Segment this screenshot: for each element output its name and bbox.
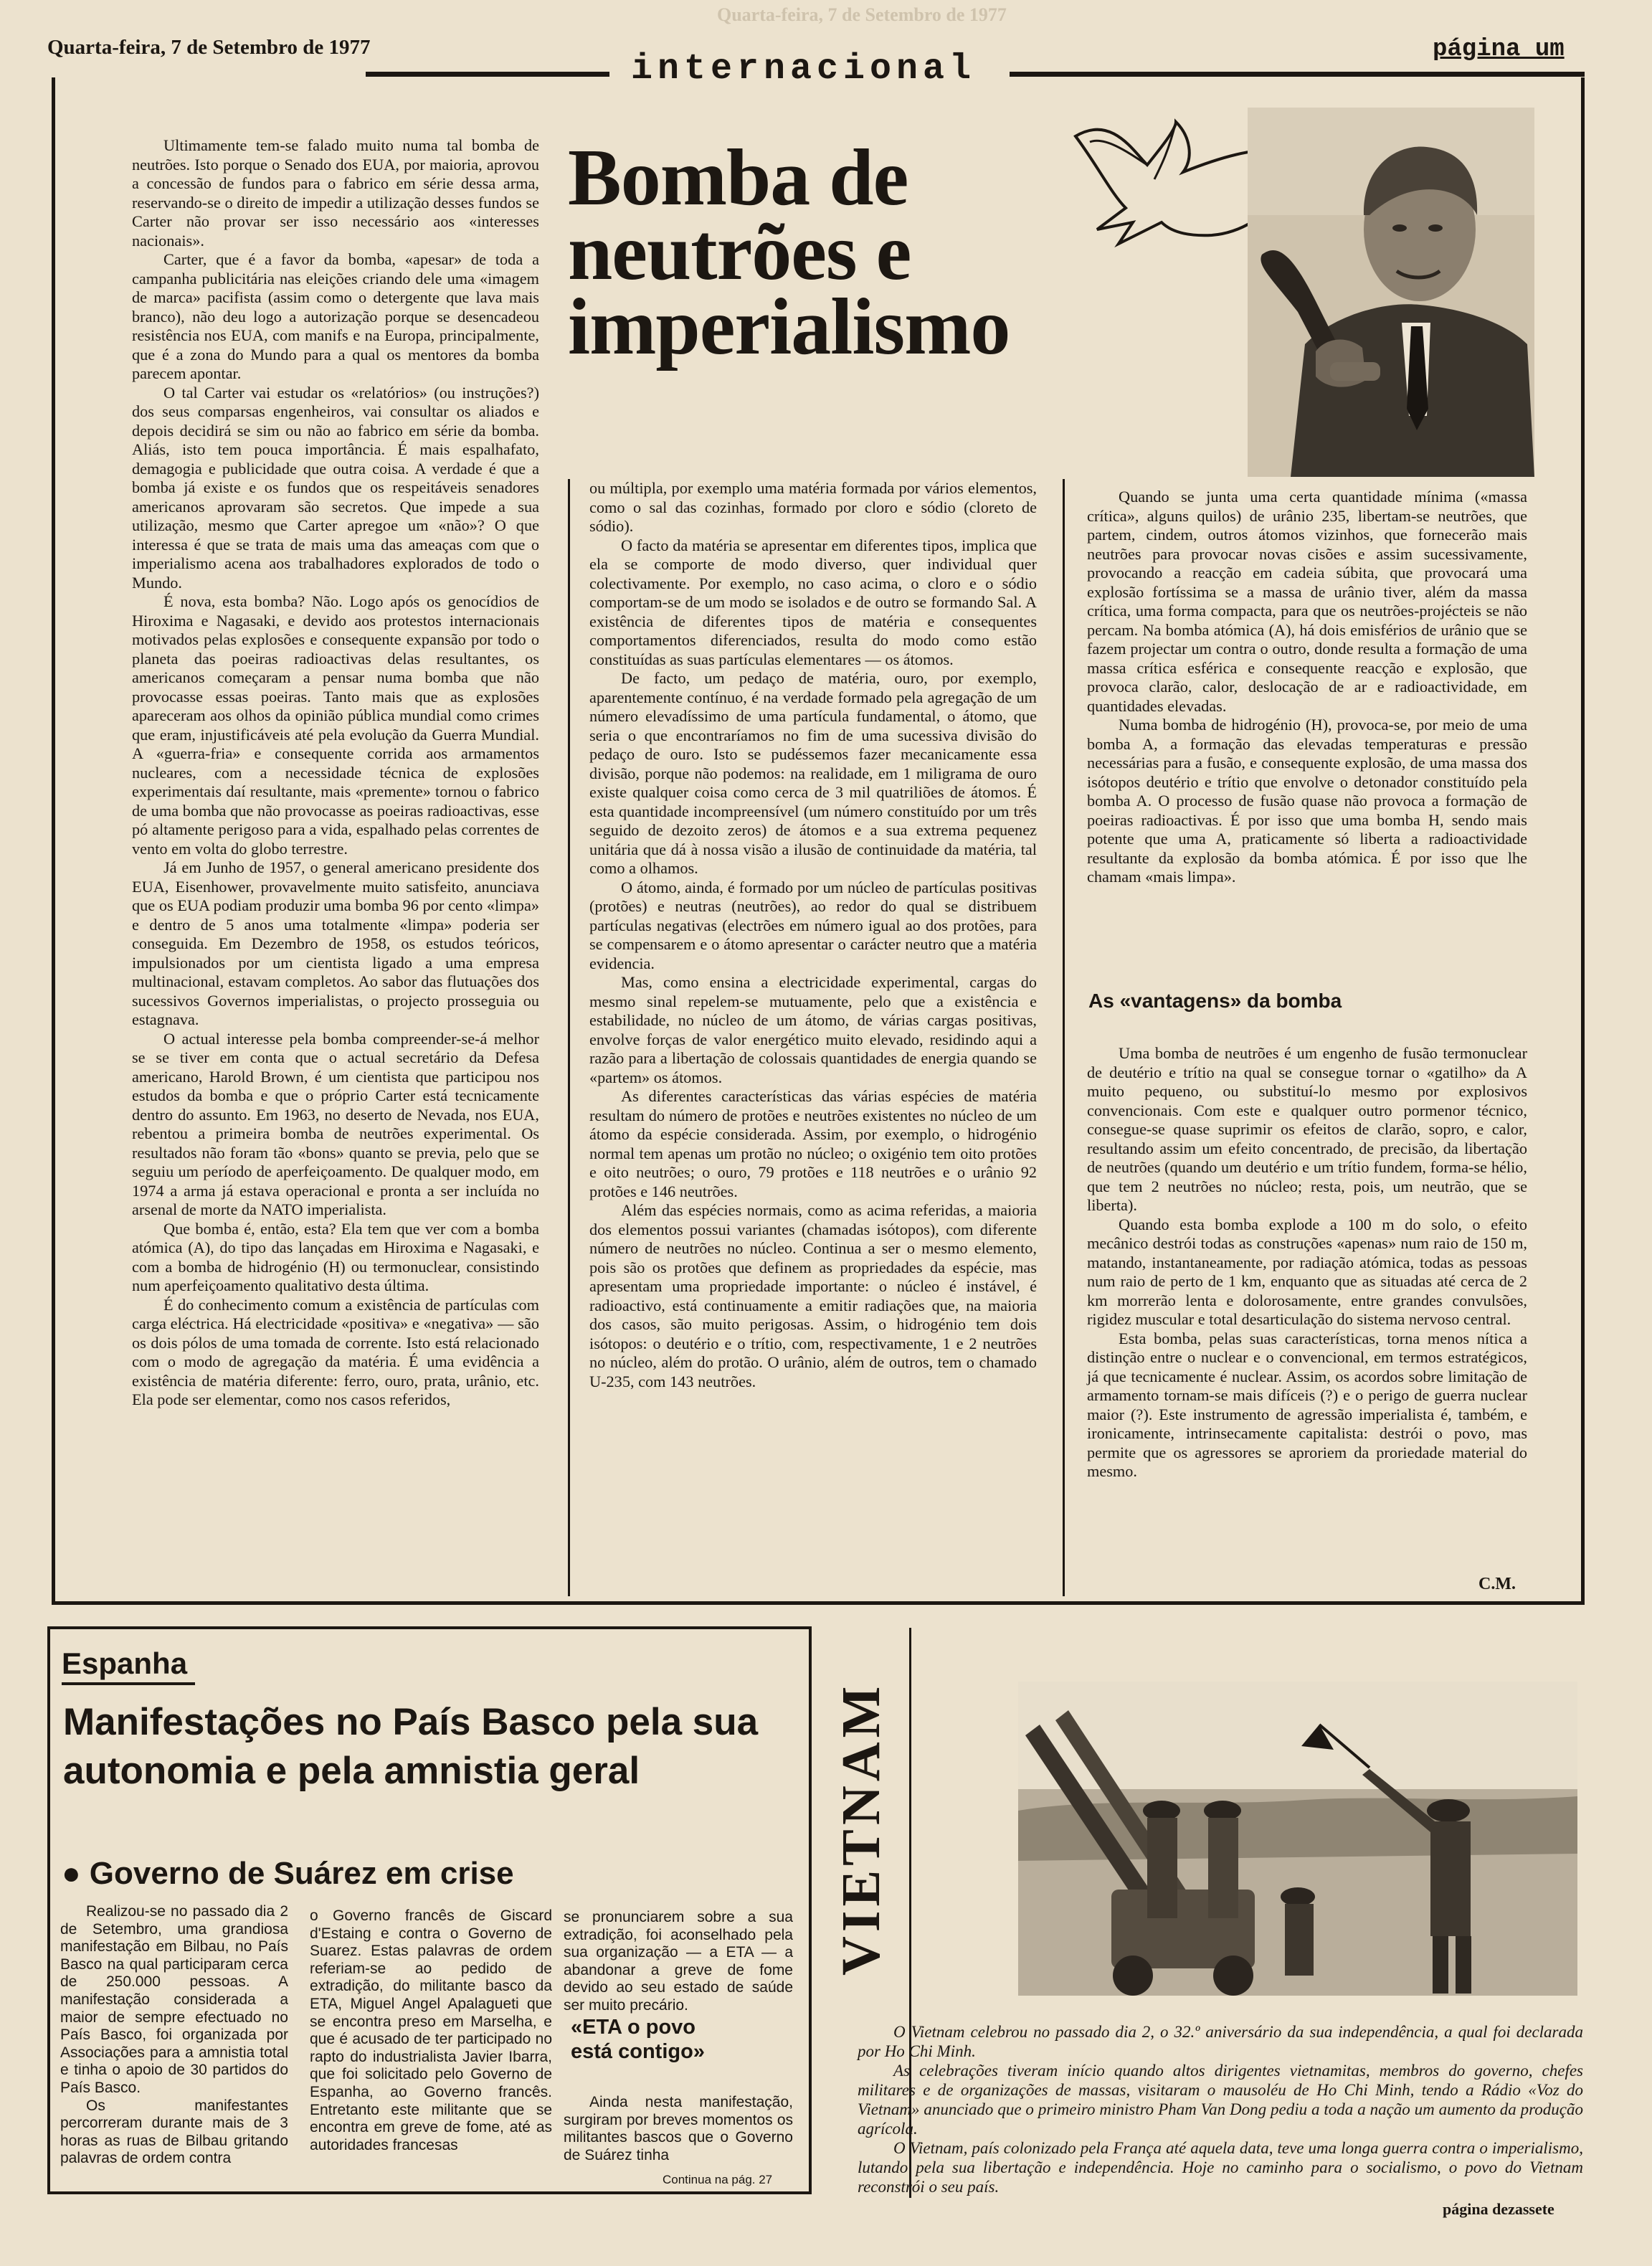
spain-subhead: ● Governo de Suárez em crise [62, 1856, 514, 1891]
paragraph: Mas, como ensina a electricidade experimental, cargas do mesmo sinal repelem-se mutuamente, pelo que a existência e estabilidade, no núcleo de um átomo, de várias cargas positivas, envolve forças de valor energético muito elevado, residindo aqui a razão para a libertação de colossais quantidades de energia quando se «partem» os átomos. [589, 973, 1037, 1086]
issue-date: Quarta-feira, 7 de Setembro de 1977 [47, 36, 371, 59]
article-subhead: As «vantagens» da bomba [1088, 990, 1342, 1012]
spain-column-3-continued [564, 2094, 793, 2164]
kicker-underline [62, 1682, 195, 1685]
paragraph: O Vietnam, país colonizado pela França até aquela data, teve uma longa guerra contra o imperialismo, lutando pela sua libertação e independência. Hoje no caminho para o socialismo, o povo do Vietnam reconstrói o seu país. [858, 2139, 1583, 2196]
paragraph: Realizou-se no passado dia 2 de Setembro, uma grandiosa manifestação em Bilbau, no País Basco na qual participaram cerca de 250.000 pessoas. A manifestação considerada a maior de sempre efectuado no País Basco, foi organizada por Associações para a amnistia total e tinha o apoio de 30 partidos do País Basco. [60, 1903, 288, 2096]
paragraph: Uma bomba de neutrões é um engenho de fusão termonuclear de deutério e trítio na qual se consegue tornar o «gatilho» da A muito pequeno, ou substituí-lo mesmo por explosivos convencionais. Com este e qualquer outro pormenor técnico, consegue-se quase suprimir os efeitos de clarão, sopro, e calor, resultando assim um efeito concentrado, de precisão, da libertação de neutrões (quando um deutério e um trítio fundem, forma-se hélio, que tem 2 neutrões no núcleo; resta, pois, um neutrão, que se liberta). [1087, 1044, 1527, 1214]
paragraph: De facto, um pedaço de matéria, ouro, por exemplo, aparentemente contínuo, é na verdade formado pela agregação de um número elevadíssimo de uma partícula fundamental, o átomo, que seria o que encontraríamos no fim de uma sucessiva divisão do pedaço de ouro. Isto se pudéssemos fazer mecanicamente essa divisão, porque não podemos: na realidade, em 1 miligrama de ouro existe qualquer coisa como cerca de 3 mil quatriliões de átomos. É esta quantidade incompreensível (um número constituído por um três seguido de dezoito zeros) de átomos e a sua extrema pequenez unitária que dá à nossa visão a ilusão de continuidade da matéria, tal como a olhamos. [589, 669, 1037, 877]
paragraph: Quando esta bomba explode a 100 m do solo, o efeito mecânico destrói todas as construções «apenas» num raio de 150 m, matando, instantaneamente, por radiação atómica, todas as pessoas num raio de perto de 1 km, enquanto que as situadas até cerca de 2 km morrerão lenta e dolorosamente, entre grandes convulsões, rigidez muscular e total desarticulação do sistema nervoso central. [1087, 1215, 1527, 1328]
paragraph: ou múltipla, por exemplo uma matéria formada por vários elementos, como o sal das cozinhas, formado por cloro e sódio (cloreto de sódio). [589, 479, 1037, 535]
spain-column-3 [564, 1909, 793, 2015]
paragraph: Já em Junho de 1957, o general americano presidente dos EUA, Eisenhower, provavelmente muito satisfeito, anunciava que os EUA podiam produzir uma bomba 96 por cento «limpa» e dentro de 5 anos uma totalmente «limpa» poderia ser conseguida. Em Dezembro de 1958, os estudos teóricos, impulsionados por um cientista ligado a uma empresa multinacional, estavam completos. Ao sabor das flutuações dos sucessivos Governos imperialistas, o projecto prosseguia ou estagnava. [132, 858, 539, 1028]
author-signature: C.M. [1478, 1575, 1516, 1593]
vietnam-caption [858, 2022, 1583, 2196]
header-rule-right [1010, 72, 1585, 77]
continued-note: Continua na pág. 27 [663, 2173, 773, 2186]
paragraph: Que bomba é, então, esta? Ela tem que ver com a bomba atómica (A), do tipo das lançadas em Hiroxima e Nagasaki, e com a bomba de hidrogénio (H) ou termonuclear, consistindo num aperfeiçoamento qualitativo desta última. [132, 1219, 539, 1294]
paragraph: Ainda nesta manifestação, surgiram por breves momentos os militantes bascos que o Governo de Suárez tinha [564, 2094, 793, 2163]
spain-column-2 [310, 1907, 552, 2184]
paragraph: O átomo, ainda, é formado por um núcleo de partículas positivas (protões) e neutras (neutrões), ao redor do qual se distribuem partículas negativas (electrões em número igual ao dos protões, para se compensarem e o átomo apresentar o carácter neutro que a matéria evidencia. [589, 878, 1037, 972]
article-column-3-continued [1087, 1044, 1527, 1482]
paragraph: Numa bomba de hidrogénio (H), provoca-se, por meio de uma bomba A, a formação das elevadas temperaturas e pressão necessárias para a fusão, e consequente explosão, de uma massa dos isótopos deutério e trítio que envolve o detonador constituído pela bomba A. O processo de fusão quase não provoca a formação de poeiras radioactivas. É por isso que uma bomba H, sendo mais potente que uma A, praticamente só liberta a radioactividade resultante da explosão da bomba atómica. É por isso que lhe chamam «mais limpa». [1087, 716, 1527, 886]
spain-kicker: Espanha [62, 1646, 188, 1680]
paragraph: Ultimamente tem-se falado muito numa tal bomba de neutrões. Isto porque o Senado dos EUA, por maioria, aprovou a concessão de fundos para o fabrico em série dessa arma, reservando-se o direito de impedir a utilização desses fundos se Carter não provar ser isso necessário aos «interesses nacionais». [132, 136, 539, 250]
paragraph: O actual interesse pela bomba compreender-se-á melhor se se tiver em conta que o actual secretário da Defesa americano, Harold Brown, é um cientista que participou nos estudos da bomba e que o próprio Carter está tecnicamente dentro do assunto. Em 1963, no deserto de Nevada, nos EUA, rebentou a primeira bomba de neutrões experimental. Os resultados não foram tão «bons» quanto se previa, pelo que se seguiu um período de aperfeiçoamento. De qualquer modo, em 1974 a arma já estava operacional e pronta a ser incluída no arsenal de morte da NATO imperialista. [132, 1029, 539, 1218]
paragraph: se pronunciarem sobre a sua extradição, foi aconselhado pela sua organização — a ETA — a abandonar a greve de fome devido ao seu estado de saúde ser muito precário. [564, 1909, 793, 2014]
carter-photo [1248, 108, 1534, 477]
article-column-3 [1087, 488, 1527, 887]
paragraph: As celebrações tiveram início quando altos dirigentes vietnamitas, membros do governo, chefes militares e de organizações de massas, visitaram o mausoléu de Ho Chi Minh, tendo a Rádio «Voz do Vietnam» anunciado que o primeiro ministro Pham Van Dong pediu a toda a nação um aumento da produção agrícola. [858, 2062, 1583, 2138]
paragraph: Quando se junta uma certa quantidade mínima («massa crítica», alguns quilos) de urânio 235, libertam-se neutrões, que partem, cindem, outros átomos vizinhos, que fornecerão mais neutrões para provocar novas cisões e assim sucessivamente, provocando a reacção em cadeia súbita, que provocará uma explosão fortíssima se a massa de urânio tiver, além da massa crítica, uma forma compacta, para que os neutrões-projécteis se não percam. Na bomba atómica (A), há dois emisférios de urânio que se fazem projectar um contra o outro, donde resulta a formação de uma massa crítica esférica e consequente reacção e explosão, que provoca clarão, calor, deslocação de ar e radioactividade, em quantidades elevadas. [1087, 488, 1527, 715]
paragraph: É nova, esta bomba? Não. Logo após os genocídios de Hiroxima e Nagasaki, e devido aos protestos internacionais motivados pelas explosões e consequente expansão por todo o planeta das poeiras radioactivas delas resultantes, os americanos começaram a pensar numa bomba que não provocasse essas poeiras. Tanto mais que as explosões apareceram aos olhos da opinião pública mundial como crimes que eram, injustificáveis até pela evolução da Guerra Mundial. A «guerra-fria» e consequente corrida aos armamentos nucleares, com a necessidade técnica de explosões experimentais daí resultante, mais «premente» tornou o fabrico de uma bomba que não provocasse as poeiras radioactivas, esse pó altamente perigoso para a vida, espalhado pelas correntes de vento em volta do globo terrestre. [132, 592, 539, 858]
paragraph: É do conhecimento comum a existência de partículas com carga eléctrica. Há electricidade «positiva» e «negativa» — são os dois pólos de uma tomada de corrente. Isto está relacionado com o modo de agregação da matéria. É uma evidência a existência de matéria diferente: ferro, ouro, prata, urânio, etc. Ela pode ser elementar, como nos casos referidos, [132, 1295, 539, 1408]
vietnam-side-title: VIETNAM [831, 1682, 891, 1976]
paragraph: O tal Carter vai estudar os «relatórios» (ou instruções?) dos seus comparsas engenheiros, vai consultar os aliados e depois decidirá se sim ou não ao fabrico em série da bomba. Aliás, isto tem pouca importância. É mais espalhafato, demagogia e publicidade que outra coisa. A verdade é que a bomba já existe e os fundos que os respeitáveis senadores americanos aprovaram são secretos. Que impede a sua utilização, mesmo que Carter apregoe um «não»? O que interessa é que se trata de mais uma das ameaças com que o imperialismo acena aos trabalhadores explorados de todo o Mundo. [132, 383, 539, 592]
paragraph: O Vietnam celebrou no passado dia 2, o 32.º aniversário da sua independência, a qual foi declarada por Ho Chi Minh. [858, 2023, 1583, 2060]
column-rule [1063, 479, 1065, 1596]
article-column-2 [589, 479, 1037, 1595]
section-title: internacional [631, 49, 977, 90]
paragraph: Além das espécies normais, como as acima referidas, a maioria dos elementos possui variantes (chamadas isótopos), com diferente número de neutrões no núcleo. Continua a ser o mesmo elemento, pois são os protões que definem as propriedades da espécie, mas apresentam uma propriedade importante: o núcleo é instável, é radioactivo, está continuamente a emitir radiações que, na maioria dos casos, são muito perigosas. Assim, o hidrogénio tem dois isótopos: o deutério e o trítio, com, respectivamente, 1 e 2 neutrões no núcleo, além do protão. O urânio, além de outros, tem o chamado U-235, com 143 neutrões. [589, 1201, 1037, 1390]
column-rule [568, 479, 570, 1596]
bleed-through-text: Quarta-feira, 7 de Setembro de 1977 [717, 4, 1007, 25]
paragraph: O facto da matéria se apresentar em diferentes tipos, implica que ela se comporte de modo diverso, quer individual quer colectivamente. Por exemplo, no caso acima, o cloro e o sódio comportam-se de um modo se isolados e de outro se formando Sal. A existência de diferentes tipos de matéria e consequentes comportamentos diferenciados, resulta do modo como estão constituídas as suas partículas elementares — os átomos. [589, 536, 1037, 668]
paragraph: Esta bomba, pelas suas características, torna menos nítica a distinção entre o nuclear e o convencional, em termos estratégicos, já que tecnicamente é nuclear. Assim, os acordos sobre limitação de armamento tornam-se mais difíceis (?) e o perigo de guerra nuclear maior (?). Este instrumento de agressão imperialista é, também, e ironicamente, intrinsecamente capitalista: destrói o povo, mas permite que os agressores se aproriem da proriedade material do mesmo. [1087, 1329, 1527, 1480]
vietnam-soldiers-photo [1018, 1682, 1577, 1996]
spain-headline: Manifestações no País Basco pela sua autonomia e pela amnistia geral [63, 1701, 759, 1792]
header-rule-left [366, 72, 609, 77]
footer-page-label: página dezassete [1443, 2200, 1554, 2218]
article-column-1 [132, 136, 539, 1592]
page-label: página um [1433, 36, 1565, 63]
spain-column-1 [60, 1903, 288, 2184]
paragraph: Os manifestantes percorreram durante mais de 3 horas as ruas de Bilbau gritando palavras de ordem contra [60, 2097, 288, 2167]
paragraph: Carter, que é a favor da bomba, «apesar» de toda a campanha publicitária nas eleições criando dele uma «imagem de marca» pacifista (assim como o detergente que lava mais branco), não deu logo a autorização porque se desencadeou resistência nos EUA, com manifs e na Europa, principalmente, que é a zona do Mundo para a qual os mentores da bomba parecem apontar. [132, 250, 539, 382]
spain-inline-subhead: «ETA o povo está contigo» [571, 2016, 705, 2063]
paragraph: As diferentes características das várias espécies de matéria resultam do número de protões e neutrões existentes no núcleo de um átomo da espécie considerada. Assim, por exemplo, o hidrogénio normal tem apenas um protão no núcleo; o oxigénio tem oito protões e oito neutrões; o ouro, 79 protões e 118 neutrões e o urânio 92 protões e 146 neutrões. [589, 1087, 1037, 1200]
paragraph: o Governo francês de Giscard d'Estaing e contra o Governo de Suarez. Estas palavras de ordem referiam-se ao pedido de extradição, do militante basco da ETA, Miguel Angel Apalagueti que se encontra preso em Marselha, e que é acusado de ter participado no rapto do industrialista Javier Ibarra, que foi solicitado pelo Governo de Espanha, ao Governo francês. Entretanto este militante que se encontra em greve de fome, até as autoridades francesas [310, 1907, 552, 2153]
main-headline: Bomba de neutrões e imperialismo [568, 133, 1010, 371]
